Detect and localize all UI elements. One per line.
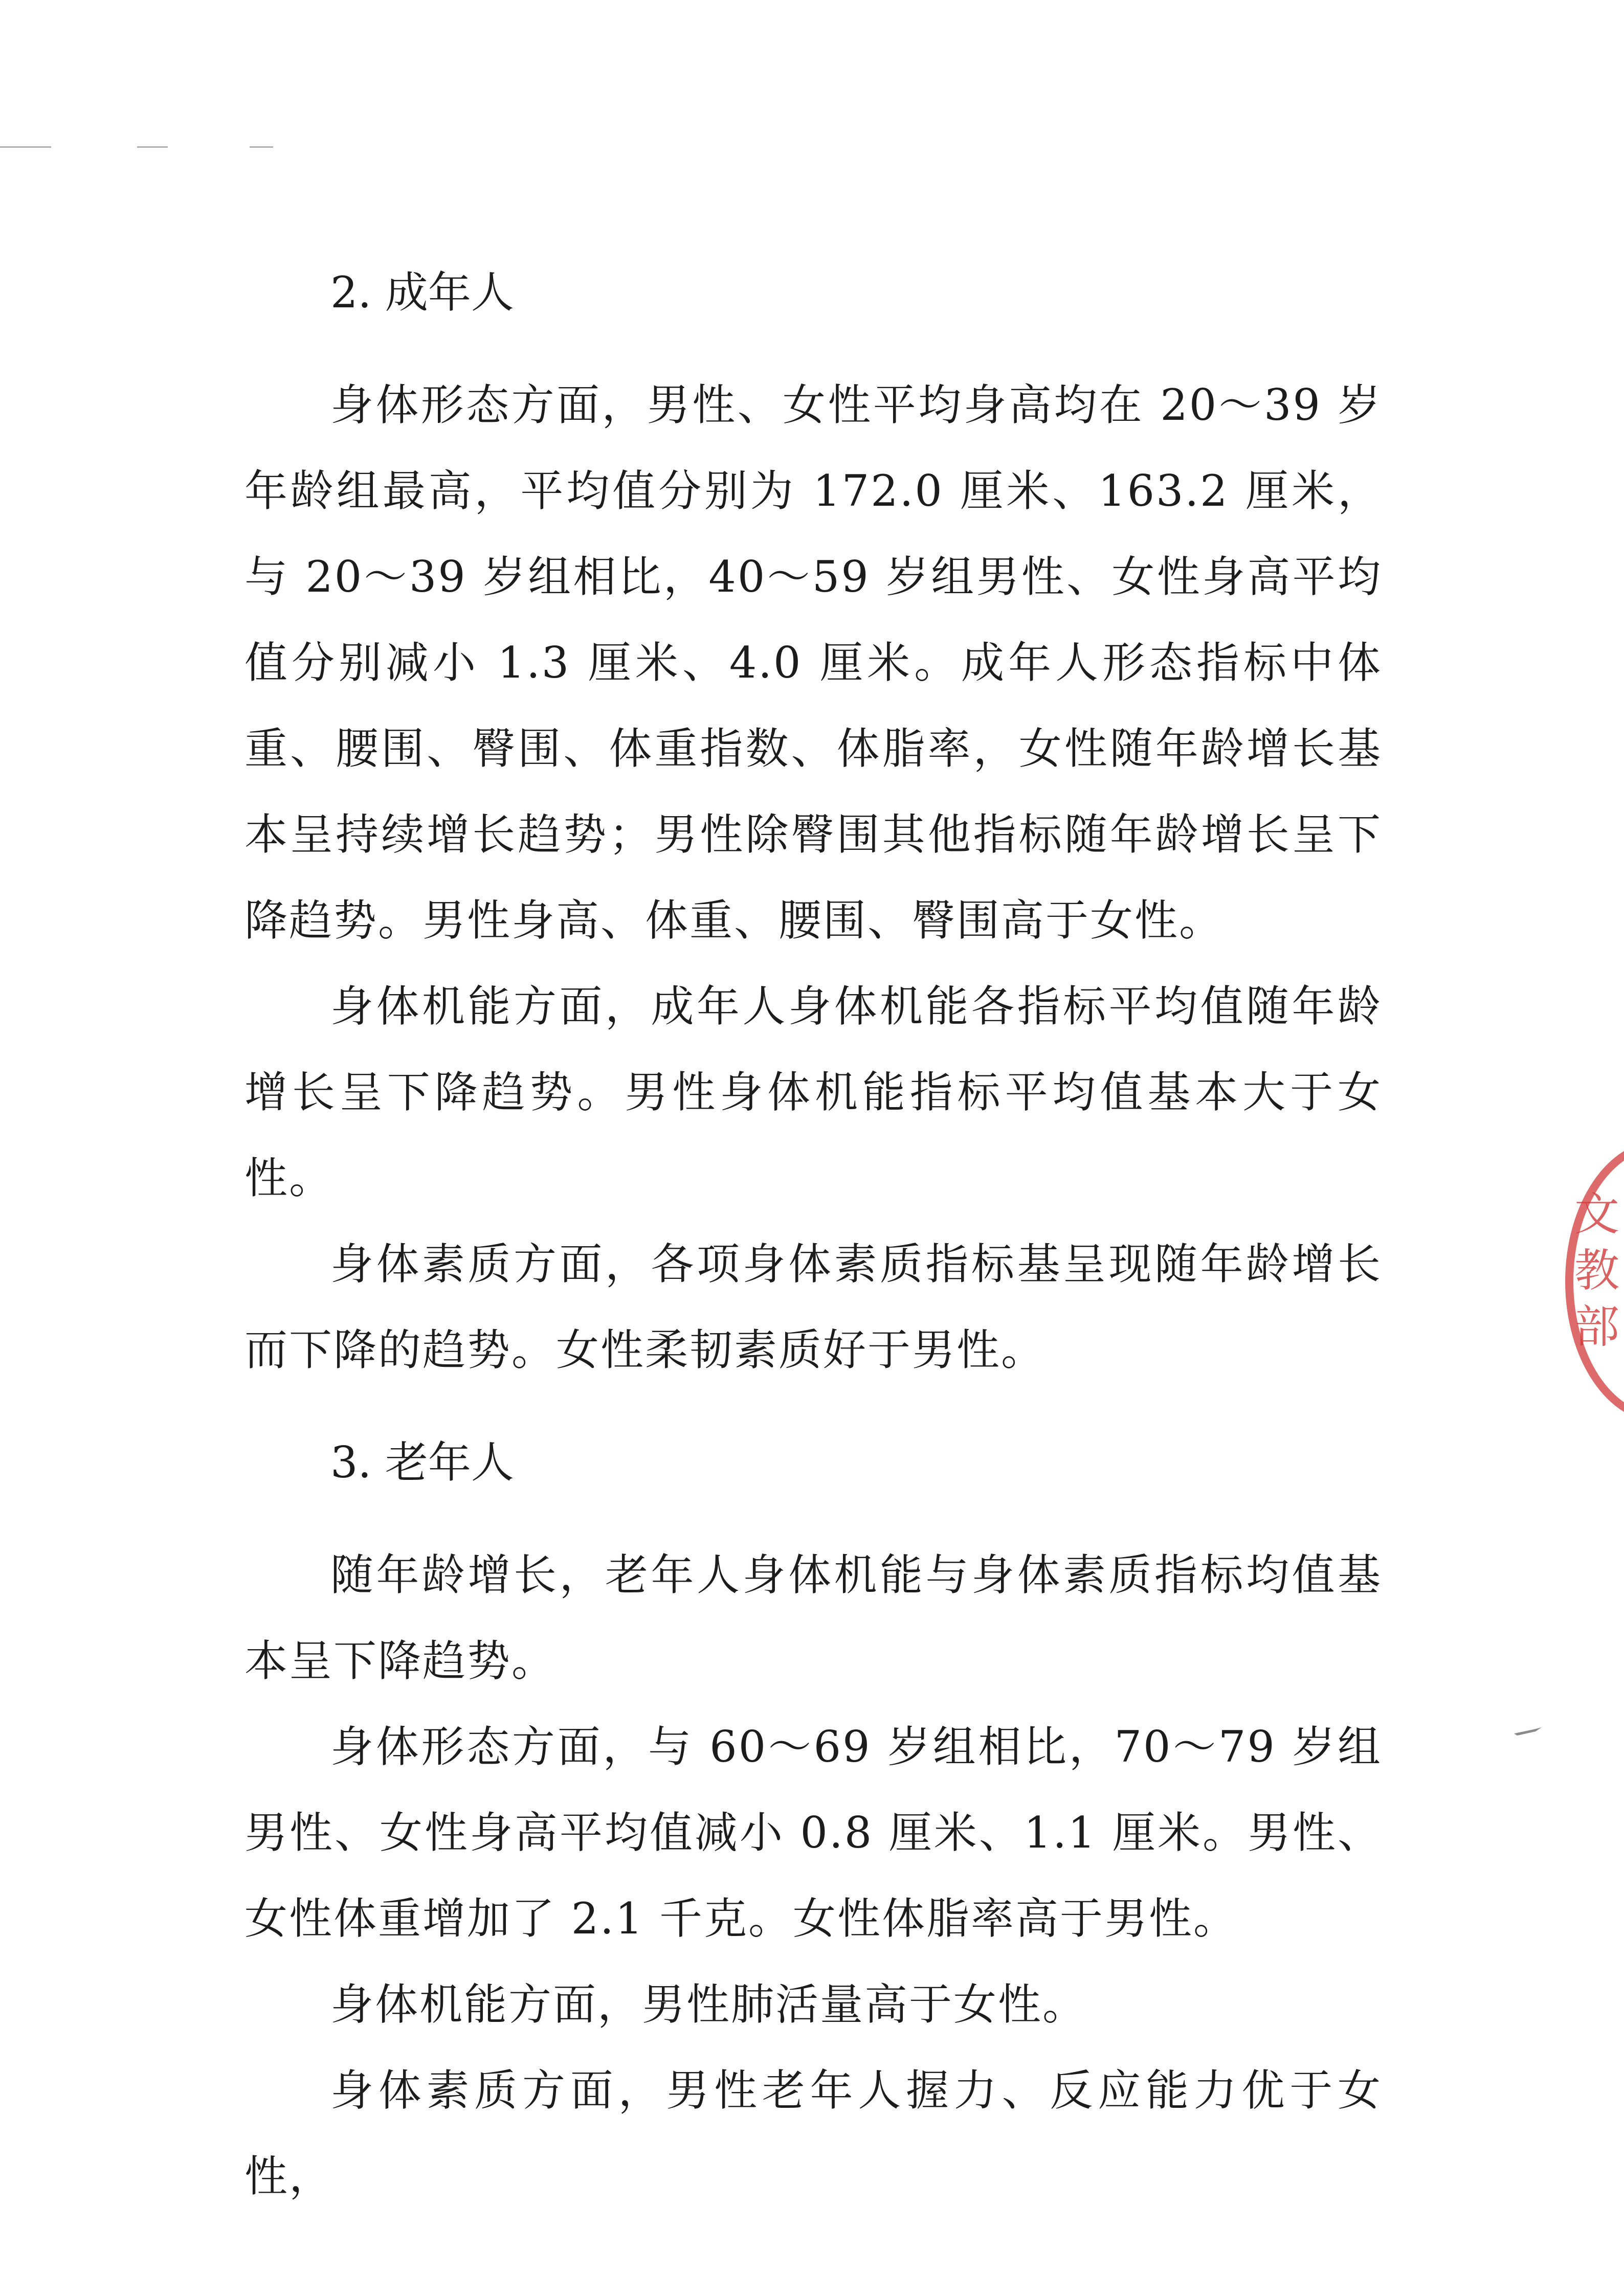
paragraph-elderly-body-shape: 身体形态方面，与 60～69 岁组相比，70～79 岁组男性、女性身高平均值减小 0.8 厘米、1.1 厘米。男性、女性体重增加了 2.1 千克。女性体脂率高于男性。 — [244, 1722, 1383, 1944]
scan-speck-mark — [1513, 1726, 1544, 1737]
official-seal-text: 文 教 部 — [1574, 1188, 1620, 1353]
scan-artifact-line — [137, 146, 168, 148]
paragraph-adult-fitness: 身体素质方面，各项身体素质指标基呈现随年龄增长而下降的趋势。女性柔韧素质好于男性。 — [244, 1239, 1382, 1375]
scan-artifact-line — [0, 146, 51, 148]
paragraph-adult-body-function: 身体机能方面，成年人身体机能各指标平均值随年龄增长呈下降趋势。男性身体机能指标平均值基本大于女性。 — [244, 981, 1382, 1203]
paragraph-elderly-fitness: 身体素质方面，男性老年人握力、反应能力优于女性， — [244, 2065, 1382, 2201]
paragraph-adult-body-shape: 身体形态方面，男性、女性平均身高均在 20～39 岁年龄组最高，平均值分别为 172.0 厘米、163.2 厘米，与 20～39 岁组相比，40～59 岁组男性、女性身高平均值分别减小 1.3 厘米、4.0 厘米。成年人形态指标中体重、腰围、臀围、体重指数、体脂率，女性随年龄增长基本呈持续增长趋势；男性除臀围其他指标随年龄增长呈下降趋势。男性身高、体重、腰围、臀围高于女性。 — [244, 380, 1383, 946]
paragraph-elderly-body-function: 身体机能方面，男性肺活量高于女性。 — [330, 1979, 1087, 2030]
scan-artifact-line — [250, 146, 273, 148]
section-heading-elderly: 3. 老年人 — [330, 1437, 514, 1488]
document-body — [244, 250, 1382, 2219]
section-heading-adults: 2. 成年人 — [330, 267, 514, 318]
paragraph-elderly-overview: 随年龄增长，老年人身体机能与身体素质指标均值基本呈下降趋势。 — [244, 1550, 1382, 1686]
